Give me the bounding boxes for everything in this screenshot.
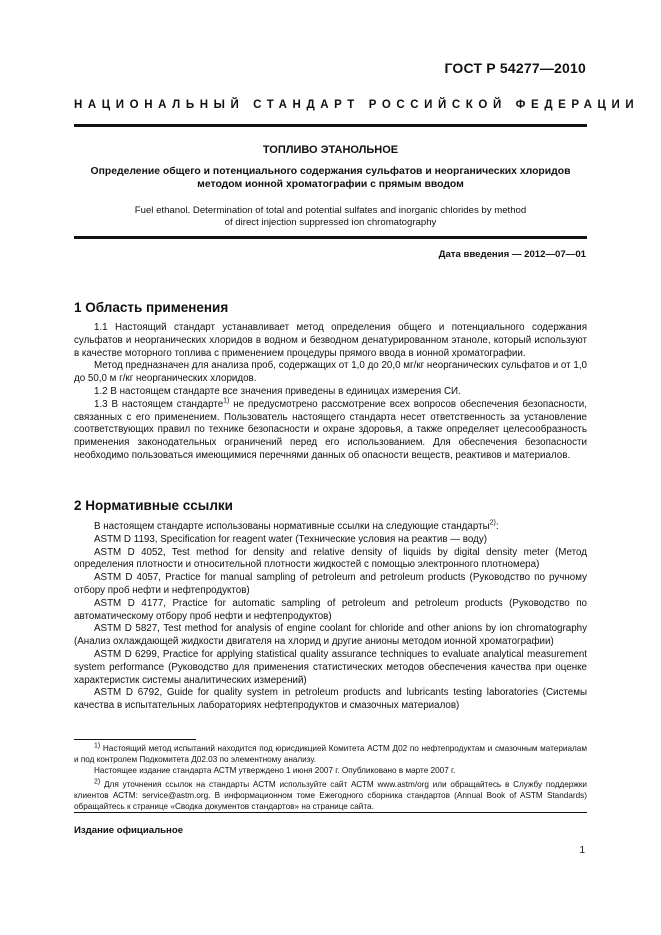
footnote-1 — [74, 743, 587, 765]
national-standard-heading: НАЦИОНАЛЬНЫЙ СТАНДАРТ РОССИЙСКОЙ ФЕДЕРАЦИИ — [74, 99, 640, 111]
section-2-heading: 2 Нормативные ссылки — [74, 498, 233, 513]
paragraph: 1.1 Настоящий стандарт устанавливает метод определения общего и потенциального содержания сульфатов и неорганических хлоридов в водном и безводном денатурированном этаноле, который используют в качестве моторного топлива с применением процедуры прямого ввода в ионной хроматографии. — [74, 322, 587, 359]
section-1-heading: 1 Область применения — [74, 300, 229, 315]
paragraph — [74, 521, 587, 534]
reference-item: ASTM D 4177, Practice for automatic sampling of petroleum and petroleum products (Руководство по автоматическому отбору проб нефти и нефтепродуктов) — [74, 597, 587, 622]
subtitle-english-line: Fuel ethanol. Determination of total and potential sulfates and inorganic chlorides by method — [134, 205, 527, 216]
official-edition-label: Издание официальное — [74, 825, 184, 836]
paragraph-text: : — [495, 521, 499, 532]
paragraph — [74, 399, 587, 463]
reference-item: ASTM D 6792, Guide for quality system in petroleum products and lubricants testing laboratories (Системы качества в испытательных лабораториях нефтепродуктов и смазочных материалов) — [74, 687, 587, 712]
footnote-2 — [74, 779, 587, 812]
paragraph-text: 1.3 В настоящем стандарте — [94, 398, 224, 410]
paragraph: 1.2 В настоящем стандарте все значения приведены в единицах измерения СИ. — [94, 385, 461, 397]
footnote-separator — [74, 739, 196, 740]
subtitle-russian: Определение общего и потенциального содержания сульфатов и неорганических хлоридов методом ионной хроматографии с прямым вводом — [90, 166, 571, 190]
paragraph: Метод предназначен для анализа проб, содержащих от 1,0 до 20,0 мг/кг неорганических сульфатов и от 1,0 до 50,0 м г/кг неорганических хлоридов. — [74, 360, 587, 385]
footnote-ref-1: 1) — [223, 397, 230, 405]
title-bottom-rule — [74, 236, 587, 239]
subtitle-english-line: of direct injection suppressed ion chromatography — [224, 217, 437, 228]
footer-rule — [74, 812, 587, 813]
document-code: ГОСТ Р 54277—2010 — [444, 60, 586, 76]
footnote-1-continued: Настоящее издание стандарта АСТМ утверждено 1 июня 2007 г. Опубликовано в марте 2007 г. — [94, 766, 456, 775]
footnote-ref-2: 2) — [489, 519, 496, 527]
footnotes — [74, 743, 587, 812]
footnote-text: Для уточнения ссылок на стандарты АСТМ используйте сайт АСТМ www.astm/org или обращайтесь в Службу поддержки клиентов АСТМ: service@astm.org. В информационном томе Ежегодного сборника стандартов (Annual Book of ASTM Standards) обращайтесь к странице «Сводка документов стандартов» на странице сайта. — [74, 780, 587, 811]
page-number: 1 — [579, 845, 585, 856]
introduction-date: Дата введения — 2012—07—01 — [438, 249, 586, 260]
reference-item: ASTM D 4052, Test method for density and relative density of liquids by digital density meter (Метод определения плотности и относительной плотности жидкостей с помощью электронного плотномера) — [74, 546, 587, 571]
document-title: ТОПЛИВО ЭТАНОЛЬНОЕ — [262, 144, 399, 156]
reference-item: ASTM D 5827, Test method for analysis of engine coolant for chloride and other anions by ion chromatography (Анализ охлаждающей жидкости двигателя на хлорид и другие анионы методом ионной хроматографии) — [74, 623, 587, 648]
footnote-mark: 1) — [94, 742, 101, 750]
section-1-body — [74, 322, 587, 463]
subtitle-english — [74, 205, 587, 229]
reference-item: ASTM D 4057, Practice for manual sampling of petroleum and petroleum products (Руководство по ручному отбору проб нефти и нефтепродуктов) — [74, 572, 587, 596]
paragraph-text: не предусмотрено рассмотрение всех вопросов обеспечения безопасности, связанных с его применением. Пользователь настоящего стандарта несет ответственность за установление соответствующих правил по технике безопасности и охране здоровья, а также определяет целесообразность применения законодательных ограничений перед его использованием. Для обеспечения безопасности необходимо пользоваться имеющимися перечнями данных об опасности веществ, реактивов и материалов. — [74, 398, 587, 461]
footnote-text: Настоящий метод испытаний находится под юрисдикцией Комитета АСТМ Д02 по нефтепродуктам и смазочным материалам и под контролем Подкомитета Д02.03 по элементному анализу. — [74, 744, 587, 764]
footnote-mark: 2) — [94, 778, 101, 786]
reference-item: ASTM D 6299, Practice for applying statistical quality assurance techniques to evaluate analytical measurement system performance (Руководство для применения статистических методов обеспечения качества при оценке характеристик системы аналитических измерений) — [74, 648, 587, 686]
section-2-body — [74, 521, 587, 713]
reference-item: ASTM D 1193, Specification for reagent water (Технические условия на реактив — воду) — [94, 533, 487, 545]
paragraph-text: В настоящем стандарте использованы нормативные ссылки на следующие стандарты — [94, 521, 490, 532]
top-rule — [74, 124, 587, 127]
